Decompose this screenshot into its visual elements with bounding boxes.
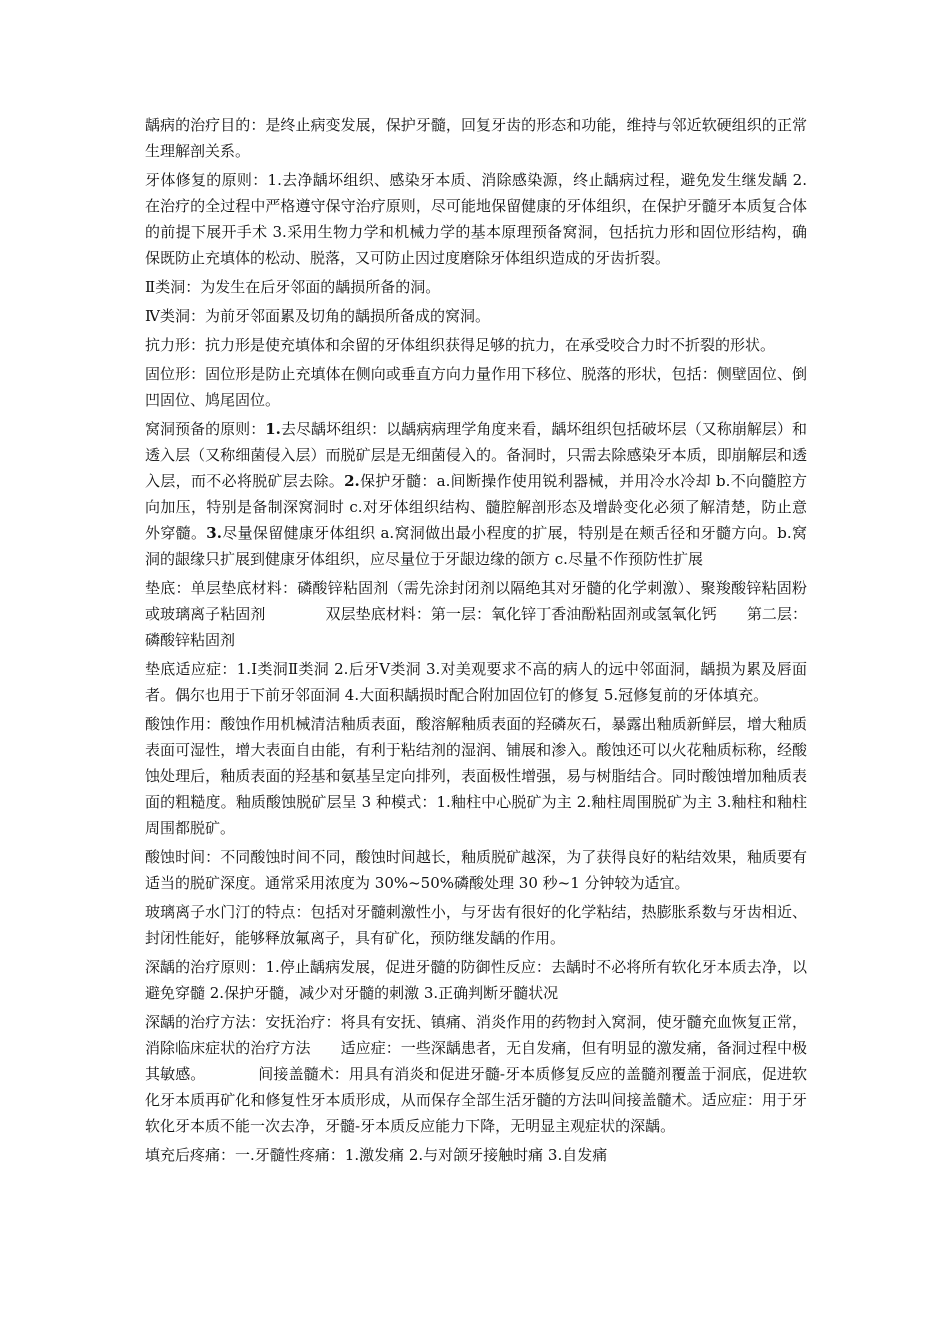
paragraph-deep-caries-methods: 深龋的治疗方法：安抚治疗：将具有安抚、镇痛、消炎作用的药物封入窝洞，使牙髓充血恢复正常，消除临床症状的治疗方法 适应症：一些深龋患者，无自发痛，但有明显的激发痛，备洞过程中极其敏感。 间接盖髓术：用具有消炎和促进牙髓-牙本质修复反应的盖髓剂覆盖于洞底，促进软化牙本质再矿化和修复性牙本质形成，从而保存全部生活牙髓的方法叫间接盖髓术。适应症：用于牙软化牙本质不能一次去净，牙髓-牙本质反应能力下降，无明显主观症状的深龋。 bbox=[145, 1013, 807, 1135]
paragraph-post-filling-pain: 填充后疼痛：一.牙髓性疼痛：1.激发痛 2.与对颌牙接触时痛 3.自发痛 bbox=[145, 1146, 608, 1164]
paragraph-restoration-principles: 牙体修复的原则：1.去净龋坏组织、感染牙本质、消除感染源，终止龋病过程，避免发生继发龋 2.在治疗的全过程中严格遵守保守治疗原则，尽可能地保留健康的牙体组织，在保护牙髓牙本质复合体的前提下展开手术 3.采用生物力学和机械力学的基本原理预备窝洞，包括抗力形和固位形结构，确保既防止充填体的松动、脱落，又可防止因过度磨除牙体组织造成的牙齿折裂。 bbox=[145, 171, 807, 267]
document-page bbox=[145, 112, 807, 1171]
paragraph-class-iv-cavity: Ⅳ类洞：为前牙邻面累及切角的龋损所备成的窝洞。 bbox=[145, 307, 490, 325]
paragraph-class-ii-cavity: Ⅱ类洞：为发生在后牙邻面的龋损所备的洞。 bbox=[145, 278, 441, 296]
paragraph-acid-etching-time: 酸蚀时间：不同酸蚀时间不同，酸蚀时间越长，釉质脱矿越深，为了获得良好的粘结效果，釉质要有适当的脱矿深度。通常采用浓度为 30%~50%磷酸处理 30 秒~1 分钟较为适宜。 bbox=[145, 848, 807, 892]
cavity-principle-text-2: 保护牙髓：a.间断操作使用锐利器械，并用冷水冷却 b.不向髓腔方向加压，特别是备制深窝洞时 c.对牙体组织结构、髓腔解剖形态及增龄变化必须了解清楚，防止意外穿髓。 bbox=[145, 472, 807, 542]
paragraph-cavity-preparation-principles bbox=[145, 416, 807, 572]
cavity-principle-number-3: 3. bbox=[206, 524, 222, 542]
cavity-principle-number-2: 2. bbox=[344, 472, 360, 490]
paragraph-caries-treatment-goal: 龋病的治疗目的：是终止病变发展，保护牙髓，回复牙齿的形态和功能，维持与邻近软硬组织的正常生理解剖关系。 bbox=[145, 116, 807, 160]
paragraph-acid-etching-effect: 酸蚀作用：酸蚀作用机械清洁釉质表面，酸溶解釉质表面的羟磷灰石，暴露出釉质新鲜层，增大釉质表面可湿性，增大表面自由能，有利于粘结剂的湿润、铺展和渗入。酸蚀还可以火花釉质标称，经酸蚀处理后，釉质表面的羟基和氨基呈定向排列，表面极性增强，易与树脂结合。同时酸蚀增加釉质表面的粗糙度。釉质酸蚀脱矿层呈 3 种模式：1.釉柱中心脱矿为主 2.釉柱周围脱矿为主 3.釉柱和釉柱周围都脱矿。 bbox=[145, 715, 807, 837]
paragraph-base-indications: 垫底适应症：1.Ⅰ类洞Ⅱ类洞 2.后牙Ⅴ类洞 3.对美观要求不高的病人的远中邻面洞，龋损为累及唇面者。偶尔也用于下前牙邻面洞 4.大面积龋损时配合附加固位钉的修复 5.冠修复前的牙体填充。 bbox=[145, 660, 807, 704]
paragraph-retention-form: 固位形：固位形是防止充填体在侧向或垂直方向力量作用下移位、脱落的形状，包括：侧壁固位、倒凹固位、鸠尾固位。 bbox=[145, 365, 807, 409]
cavity-principle-text-3: 尽量保留健康牙体组织 a.窝洞做出最小程度的扩展，特别是在颊舌径和牙髓方向。b.窝洞的龈缘只扩展到健康牙体组织，应尽量位于牙龈边缘的颌方 c.尽量不作预防性扩展 bbox=[145, 524, 807, 568]
paragraph-resistance-form: 抗力形：抗力形是使充填体和余留的牙体组织获得足够的抗力，在承受咬合力时不折裂的形状。 bbox=[145, 336, 776, 354]
paragraph-glass-ionomer-features: 玻璃离子水门汀的特点：包括对牙髓刺激性小，与牙齿有很好的化学粘结，热膨胀系数与牙齿相近、封闭性能好，能够释放氟离子，具有矿化，预防继发龋的作用。 bbox=[145, 903, 807, 947]
paragraph-base-materials: 垫底：单层垫底材料：磷酸锌粘固剂（需先涂封闭剂以隔绝其对牙髓的化学刺激）、聚羧酸锌粘固粉或玻璃离子粘固剂 双层垫底材料：第一层：氧化锌丁香油酚粘固剂或氢氧化钙 第二层：磷酸锌粘固剂 bbox=[145, 579, 807, 649]
cavity-principle-text-1: 去尽龋坏组织：以龋病病理学角度来看，龋坏组织包括破坏层（又称崩解层）和透入层（又称细菌侵入层）而脱矿层是无细菌侵入的。备洞时，只需去除感染牙本质，即崩解层和透入层，而不必将脱矿层去除。 bbox=[145, 420, 807, 490]
cavity-principle-number-1: 1. bbox=[265, 420, 281, 438]
paragraph-deep-caries-principles: 深龋的治疗原则：1.停止龋病发展，促进牙髓的防御性反应：去龋时不必将所有软化牙本质去净，以避免穿髓 2.保护牙髓，减少对牙髓的刺激 3.正确判断牙髓状况 bbox=[145, 958, 807, 1002]
cavity-principles-lead: 窝洞预备的原则： bbox=[145, 420, 266, 438]
